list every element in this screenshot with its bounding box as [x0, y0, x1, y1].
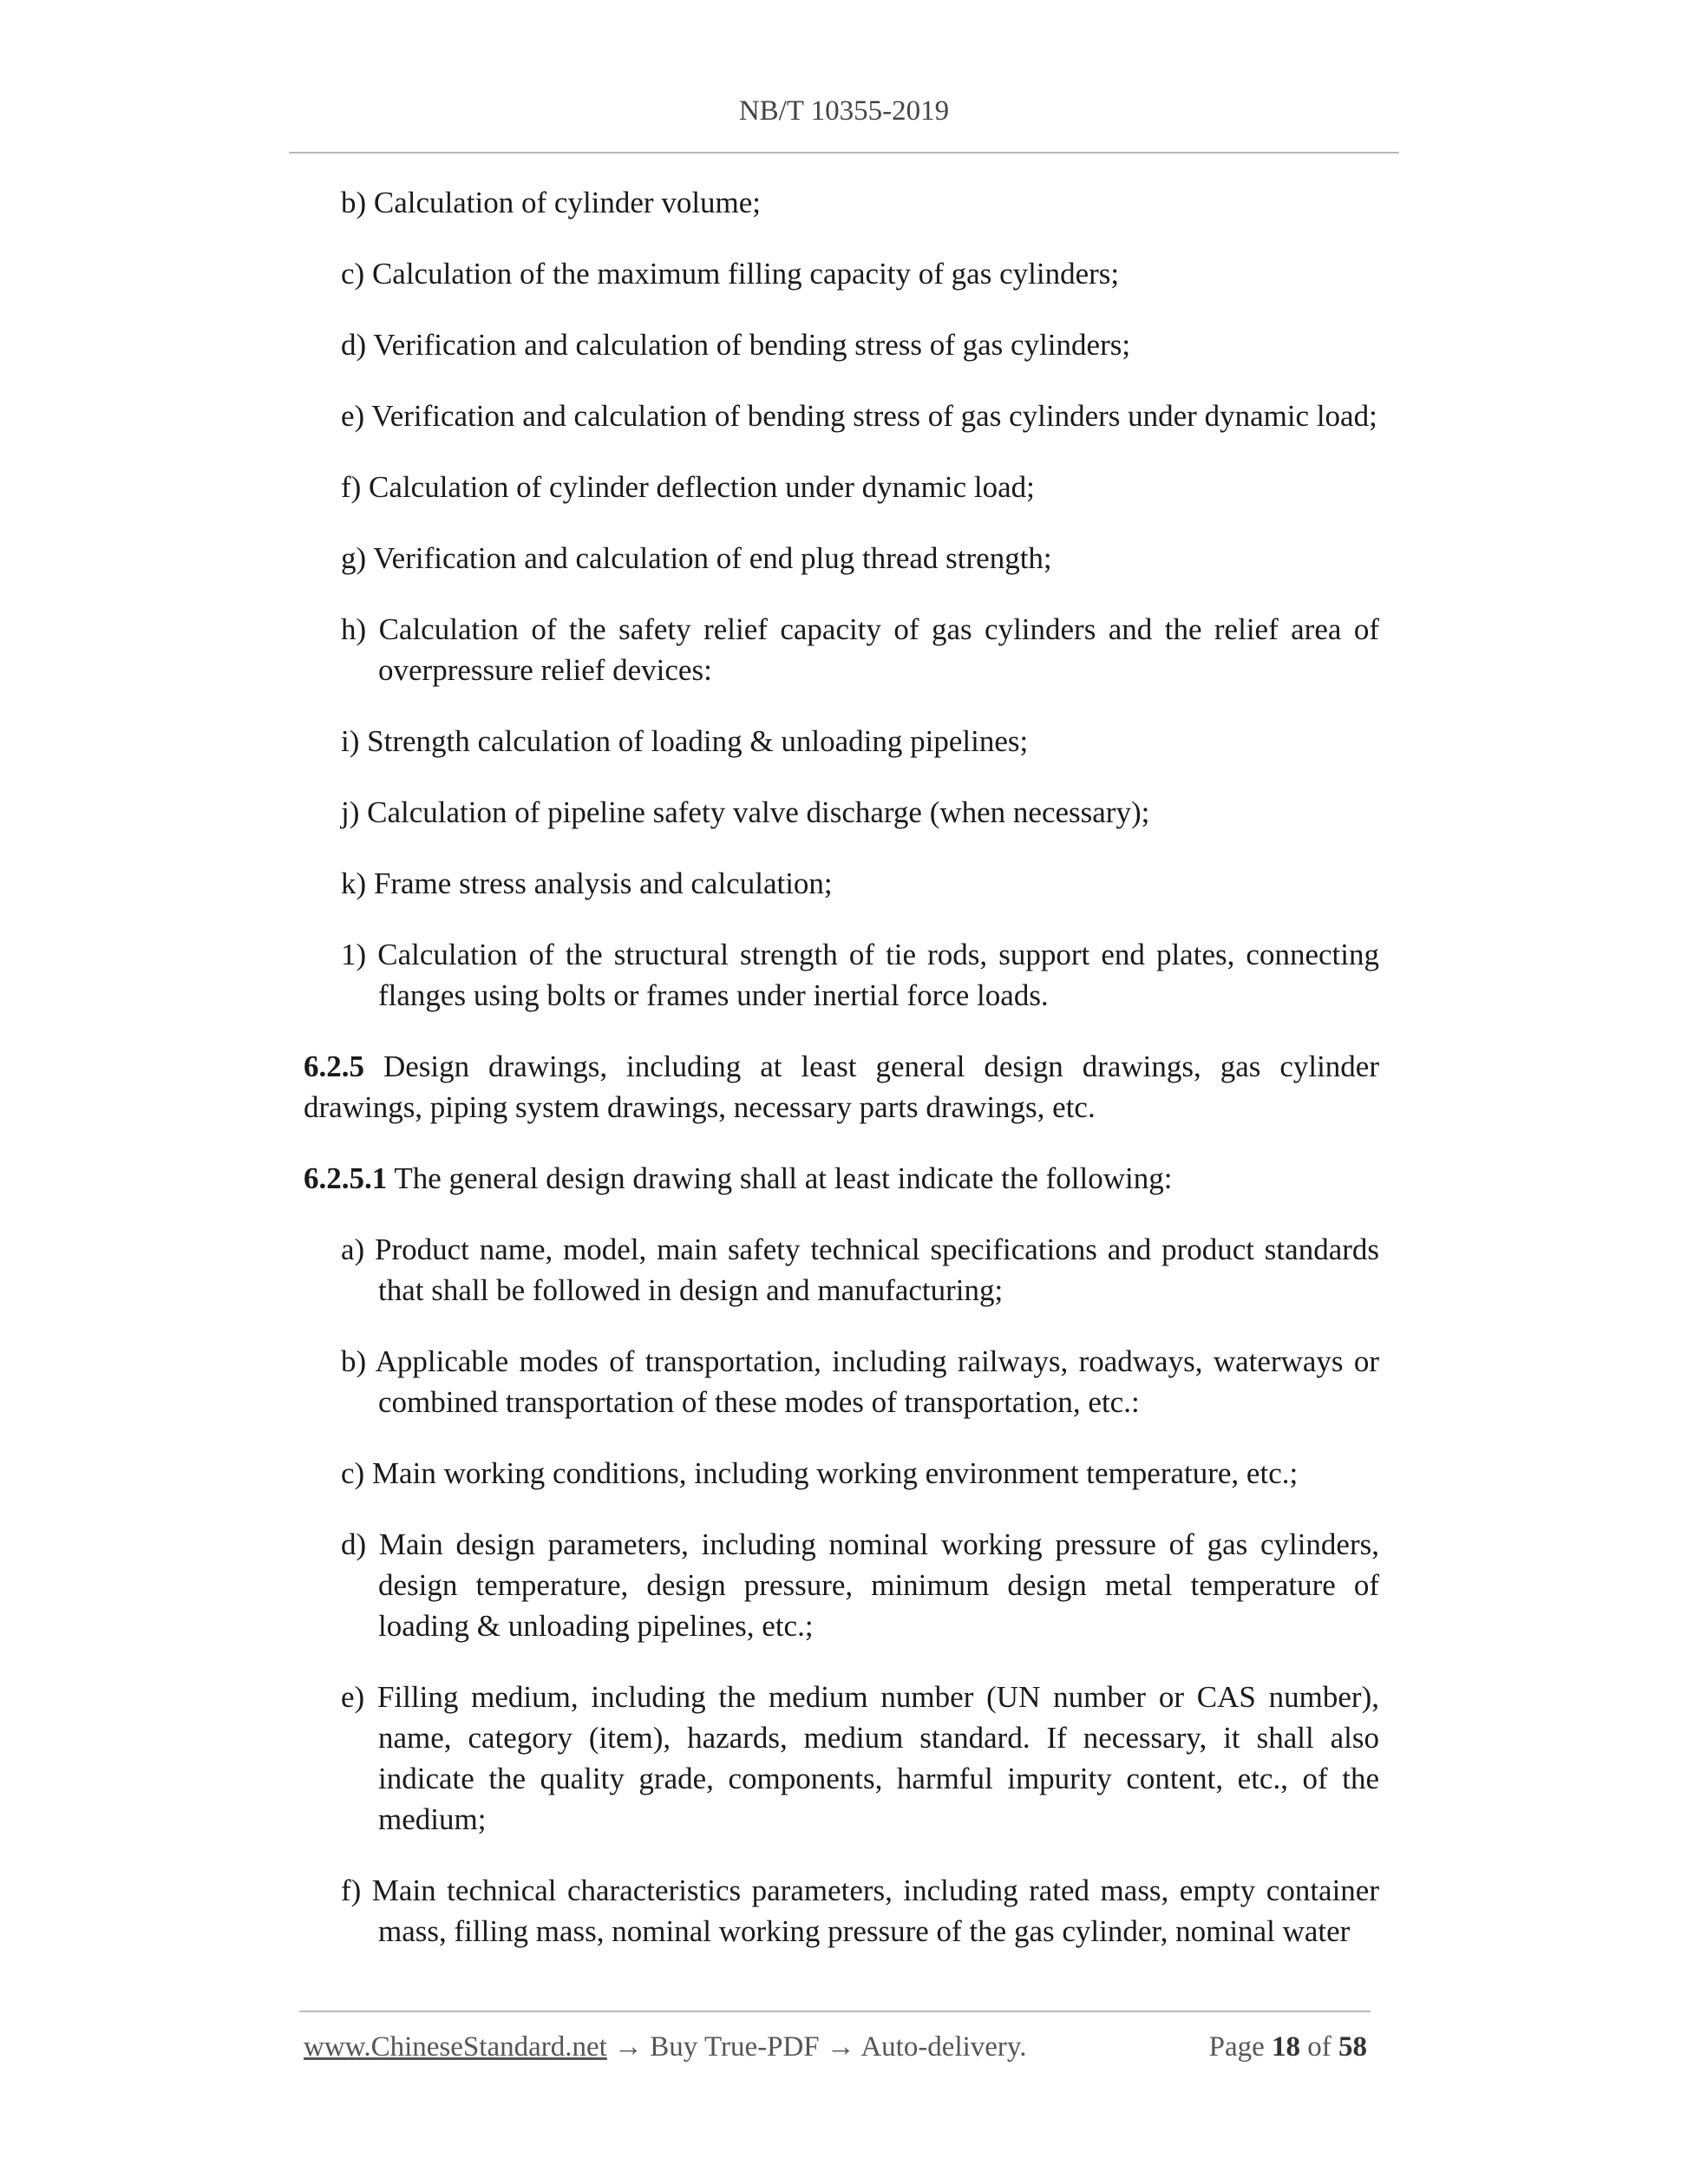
delivery-text: Auto-delivery. — [860, 2031, 1027, 2063]
list-item: c) Calculation of the maximum filling capacity of gas cylinders; — [341, 257, 1120, 291]
document-id: NB/T 10355-2019 — [738, 95, 950, 127]
list-item: d) Main design parameters, including nominal working pressure of gas cylinders, design temperature, design pressure, minimum design metal temperature of loading & unloading pipelines, etc.; — [341, 1527, 1379, 1643]
clause-text: Design drawings, including at least general design drawings, gas cylinder drawings, piping system drawings, necessary parts drawings, etc. — [304, 1049, 1379, 1124]
list-item: d) Verification and calculation of bending stress of gas cylinders; — [341, 328, 1131, 362]
list-item: b) Calculation of cylinder volume; — [341, 186, 762, 219]
clause-number: 6.2.5.1 — [304, 1161, 388, 1195]
clause-6-2-5 — [304, 1046, 1379, 1128]
list-item: f) Main technical characteristics parameters, including rated mass, empty container mass, filling mass, nominal working pressure of the gas cylinder, nominal water — [341, 1873, 1379, 1948]
list-item: e) Filling medium, including the medium number (UN number or CAS number), name, category (item), hazards, medium standard. If necessary, it shall also indicate the quality grade, components, harmful impurity content, etc., of the medium; — [341, 1680, 1379, 1836]
header-divider — [289, 152, 1399, 154]
footer-promo — [304, 2031, 1027, 2063]
list-item: e) Verification and calculation of bending stress of gas cylinders under dynamic load; — [341, 399, 1377, 433]
site-link[interactable]: www.ChineseStandard.net — [304, 2031, 607, 2063]
list-item: 1) Calculation of the structural strength of tie rods, support end plates, connecting flanges using bolts or frames under inertial force loads. — [341, 938, 1379, 1012]
list-item: f) Calculation of cylinder deflection under dynamic load; — [341, 470, 1035, 504]
clause-6-2-5-1 — [304, 1158, 1379, 1199]
of-label: of — [1300, 2031, 1338, 2063]
clause-number: 6.2.5 — [304, 1049, 364, 1083]
page-number: 18 — [1272, 2031, 1300, 2063]
clause-text: The general design drawing shall at least indicate the following: — [387, 1161, 1173, 1195]
list-item: a) Product name, model, main safety technical specifications and product standards that shall be followed in design and manufacturing; — [341, 1233, 1379, 1307]
arrow-right-icon: → — [819, 2031, 861, 2063]
list-item: b) Applicable modes of transportation, including railways, roadways, waterways or combined transportation of these modes of transportation, etc.: — [341, 1344, 1379, 1419]
buy-text: Buy True-PDF — [650, 2031, 820, 2063]
page-label: Page — [1208, 2031, 1272, 2063]
list-item: c) Main working conditions, including working environment temperature, etc.; — [341, 1456, 1299, 1490]
arrow-right-icon: → — [606, 2031, 651, 2063]
list-item: g) Verification and calculation of end plug thread strength; — [341, 541, 1052, 575]
list-item: i) Strength calculation of loading & unloading pipelines; — [341, 724, 1029, 758]
page-total: 58 — [1338, 2031, 1367, 2063]
list-item: j) Calculation of pipeline safety valve discharge (when necessary); — [341, 795, 1150, 829]
footer-divider — [299, 2011, 1371, 2012]
page-header — [0, 95, 1688, 128]
page-indicator — [1209, 2031, 1367, 2063]
list-item: h) Calculation of the safety relief capacity of gas cylinders and the relief area of overpressure relief devices: — [341, 612, 1379, 687]
list-item: k) Frame stress analysis and calculation; — [341, 866, 833, 900]
document-body — [304, 182, 1379, 1982]
